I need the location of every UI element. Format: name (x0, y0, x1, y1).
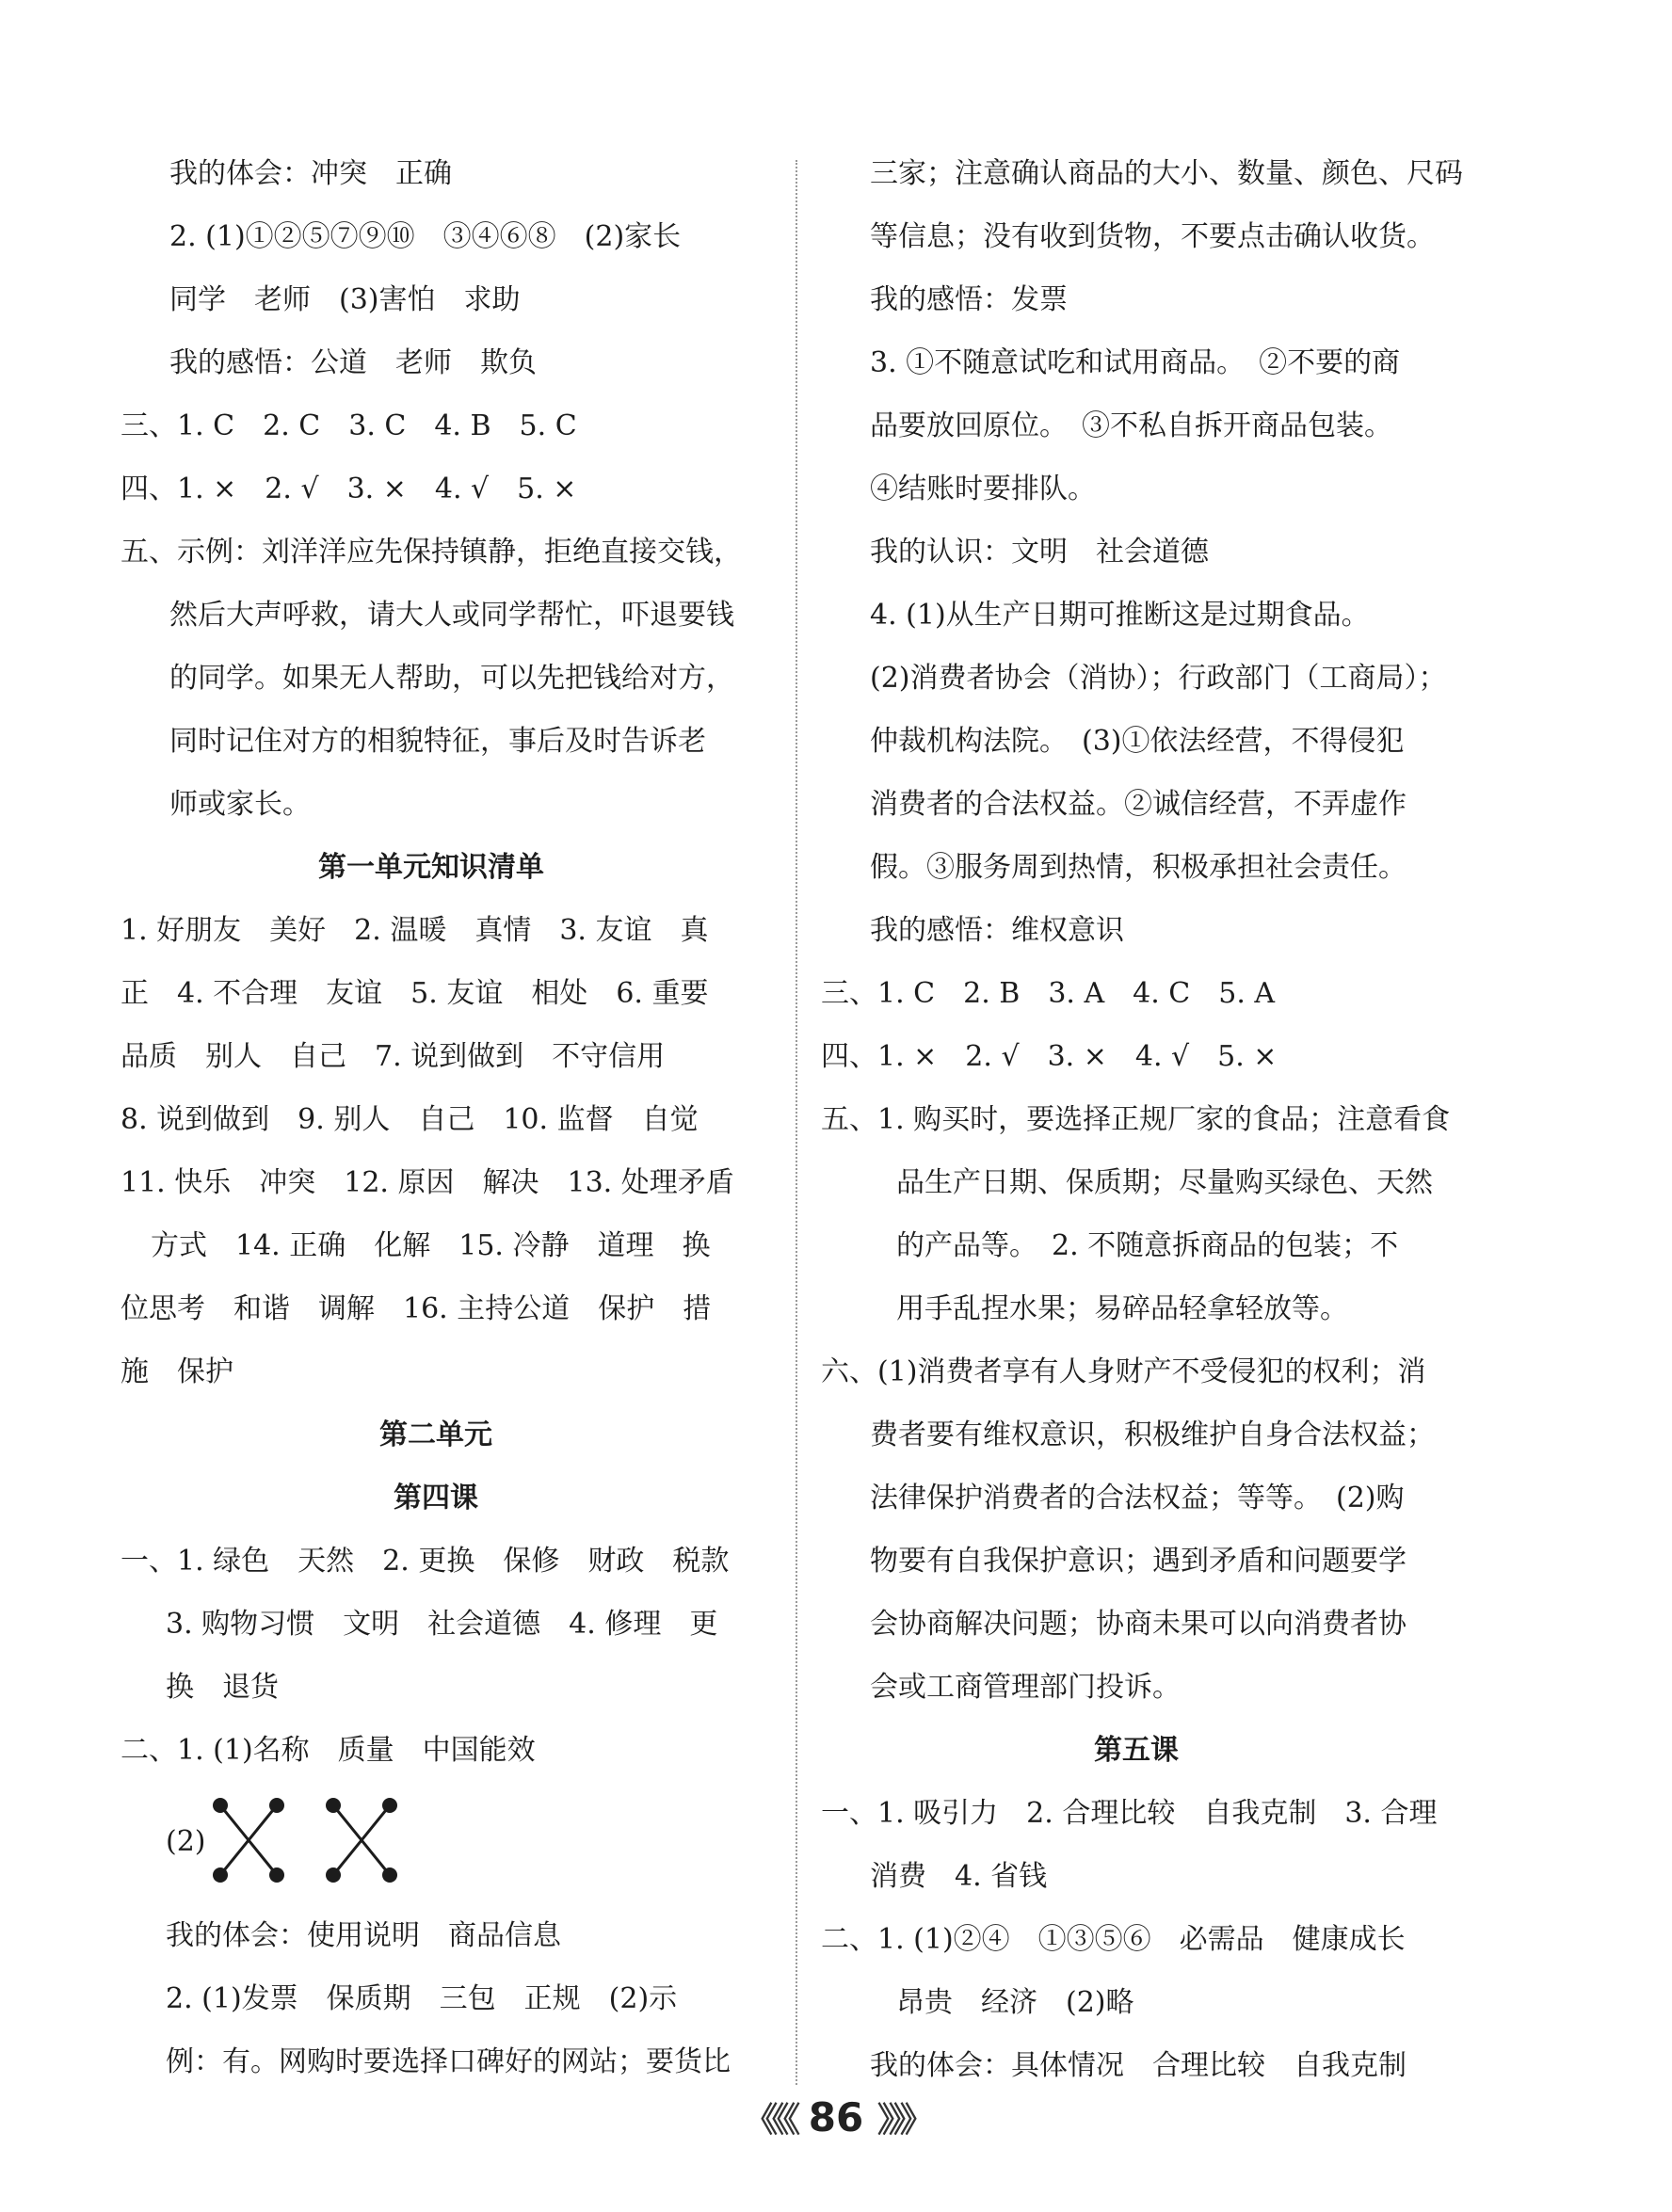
text-line: 二、1. (1)②④ ①③⑤⑥ 必需品 健康成长 (821, 1923, 1406, 1956)
text-line: 我的体会：具体情况 合理比较 自我克制 (870, 2049, 1407, 2082)
page-footer (0, 2090, 1672, 2146)
text-line: 4. (1)从生产日期可推断这是过期食品。 (870, 599, 1370, 632)
text-line: 的产品等。 2. 不随意拆商品的包装；不 (896, 1229, 1399, 1262)
text-line: 3. 购物习惯 文明 社会道德 4. 修理 更 (166, 1608, 718, 1641)
text-line: 2. (1)①②⑤⑦⑨⑩ ③④⑥⑧ (2)家长 (169, 220, 682, 253)
text-line: 法律保护消费者的合法权益；等等。 (2)购 (870, 1482, 1405, 1515)
text-line: 一、1. 吸引力 2. 合理比较 自我克制 3. 合理 (821, 1797, 1438, 1830)
text-line: 品生产日期、保质期；尽量购买绿色、天然 (896, 1166, 1433, 1199)
column-divider (796, 160, 797, 2085)
text-line: 费者要有维权意识，积极维护自身合法权益； (870, 1419, 1435, 1451)
text-line: 8. 说到做到 9. 别人 自己 10. 监督 自觉 (121, 1103, 699, 1136)
text-line: 消费 4. 省钱 (870, 1860, 1048, 1893)
text-line: ④结账时要排队。 (870, 473, 1096, 505)
text-line: 我的感悟：发票 (870, 283, 1068, 316)
text-line: 三、1. C 2. B 3. A 4. C 5. A (821, 977, 1276, 1010)
page-number: 86 (808, 2094, 864, 2140)
matching-diagram (166, 1788, 429, 1894)
text-line: 2. (1)发票 保质期 三包 正规 (2)示 (166, 1982, 678, 2015)
text-line: 11. 快乐 冲突 12. 原因 解决 13. 处理矛盾 (121, 1166, 734, 1199)
match-dot (213, 1798, 228, 1813)
text-line: 用手乱捏水果；易碎品轻拿轻放等。 (896, 1292, 1348, 1325)
text-line: (2)消费者协会（消协）；行政部门（工商局）； (870, 662, 1447, 695)
text-line: 一、1. 绿色 天然 2. 更换 保修 财政 税款 (121, 1545, 730, 1578)
text-line: 我的认识：文明 社会道德 (870, 536, 1209, 569)
text-line: 同时记住对方的相貌特征，事后及时告诉老 (169, 725, 706, 758)
text-line: 三家；注意确认商品的大小、数量、颜色、尺码 (870, 157, 1463, 190)
text-line: 消费者的合法权益。②诚信经营，不弄虚作 (870, 788, 1407, 821)
match-dot (382, 1798, 397, 1813)
right-ornament: 》》》 (876, 2101, 928, 2140)
text-line: 二、1. (1)名称 质量 中国能效 (121, 1734, 536, 1767)
text-line: 三、1. C 2. C 3. C 4. B 5. C (121, 409, 577, 442)
text-line: 的同学。如果无人帮助，可以先把钱给对方， (169, 662, 734, 695)
text-line: 同学 老师 (3)害怕 求助 (169, 283, 521, 316)
section-heading: 第一单元知识清单 (318, 851, 544, 884)
text-line: 换 退货 (166, 1671, 279, 1704)
text-line: 3. ①不随意试吃和试用商品。 ②不要的商 (870, 346, 1401, 379)
match-dot (326, 1867, 341, 1883)
text-line: 六、(1)消费者享有人身财产不受侵犯的权利；消 (821, 1355, 1426, 1388)
text-line: 方式 14. 正确 化解 15. 冷静 道理 换 (151, 1229, 711, 1262)
text-line: 昂贵 经济 (2)略 (896, 1986, 1134, 2019)
text-line: 五、1. 购买时，要选择正规厂家的食品；注意看食 (821, 1103, 1451, 1136)
text-line: 四、1. × 2. √ 3. × 4. √ 5. × (121, 473, 577, 505)
left-ornament: 《《《 (744, 2101, 796, 2140)
text-line: 假。③服务周到热情，积极承担社会责任。 (870, 851, 1407, 884)
text-line: 师或家长。 (169, 788, 311, 821)
text-line: 会或工商管理部门投诉。 (870, 1671, 1181, 1704)
text-line: 然后大声呼救，请大人或同学帮忙，吓退要钱 (169, 599, 734, 632)
text-line: 正 4. 不合理 友谊 5. 友谊 相处 6. 重要 (121, 977, 709, 1010)
text-line: 品质 别人 自己 7. 说到做到 不守信用 (121, 1040, 666, 1073)
text-line: 五、示例：刘洋洋应先保持镇静，拒绝直接交钱， (121, 536, 742, 569)
text-line: 品要放回原位。 ③不私自拆开商品包装。 (870, 409, 1392, 442)
text-line: 我的体会：冲突 正确 (169, 157, 452, 190)
match-dot (269, 1867, 284, 1883)
text-line: 我的体会：使用说明 商品信息 (166, 1919, 561, 1952)
text-line: 我的感悟：公道 老师 欺负 (169, 346, 537, 379)
diagram-label: (2) (166, 1825, 206, 1858)
text-line: 物要有自我保护意识；遇到矛盾和问题要学 (870, 1545, 1407, 1578)
text-line: 1. 好朋友 美好 2. 温暖 真情 3. 友谊 真 (121, 914, 709, 947)
match-dot (213, 1867, 228, 1883)
match-dot (326, 1798, 341, 1813)
match-dot (382, 1867, 397, 1883)
text-line: 仲裁机构法院。 (3)①依法经营，不得侵犯 (870, 725, 1405, 758)
lesson-heading: 第五课 (1094, 1734, 1179, 1767)
text-line: 会协商解决问题；协商未果可以向消费者协 (870, 1608, 1407, 1641)
text-line: 例：有。网购时要选择口碑好的网站；要货比 (166, 2045, 731, 2078)
text-line: 等信息；没有收到货物，不要点击确认收货。 (870, 220, 1435, 253)
match-dot (269, 1798, 284, 1813)
text-line: 施 保护 (121, 1355, 233, 1388)
text-line: 四、1. × 2. √ 3. × 4. √ 5. × (821, 1040, 1278, 1073)
text-line: 位思考 和谐 调解 16. 主持公道 保护 措 (121, 1292, 712, 1325)
lesson-heading: 第四课 (394, 1482, 478, 1515)
text-line: 我的感悟：维权意识 (870, 914, 1124, 947)
section-heading: 第二单元 (379, 1419, 492, 1451)
